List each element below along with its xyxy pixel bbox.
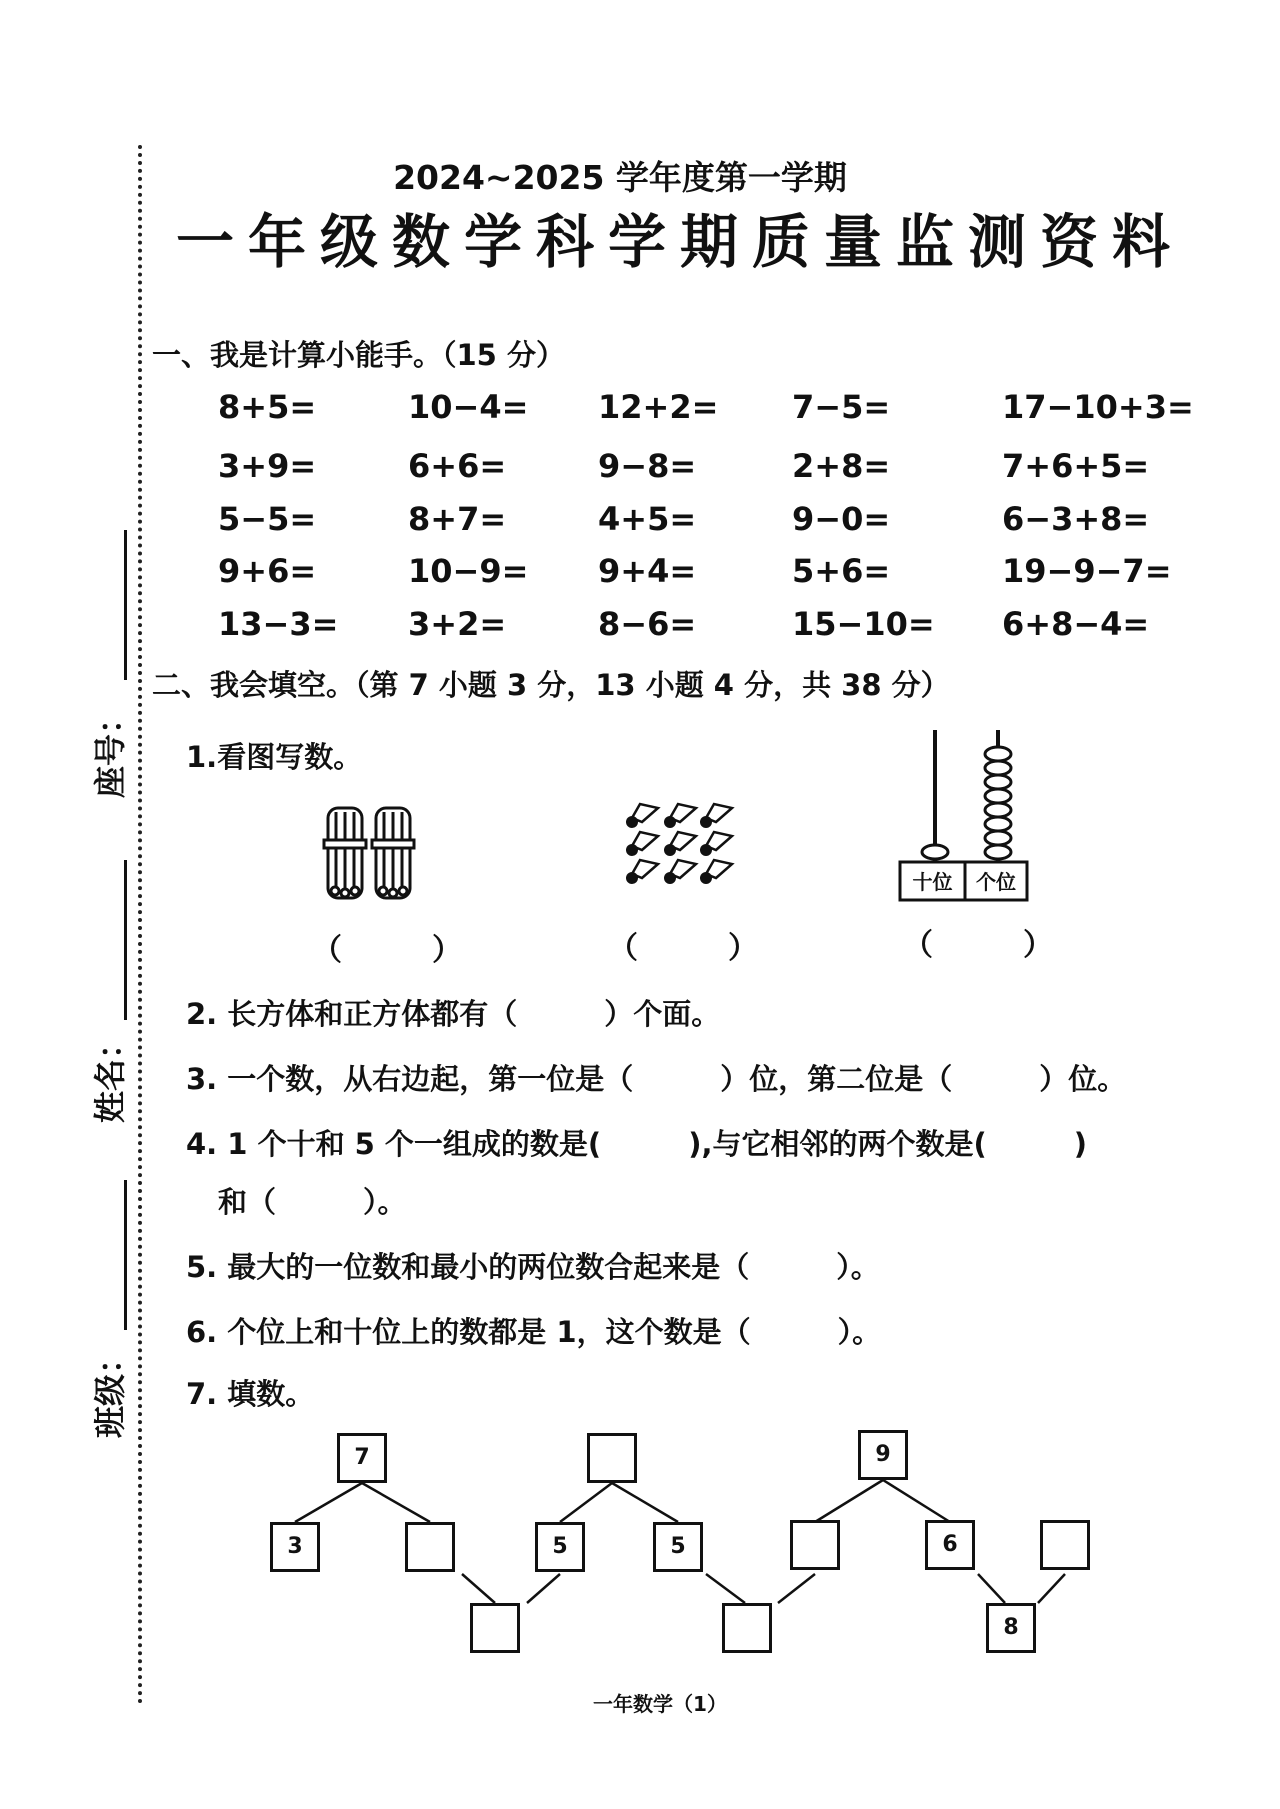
calc-problem[interactable]: 9+4= [598, 552, 697, 590]
shuttlecock-icon [626, 832, 658, 856]
q4-text: 4. 1 个十和 5 个一组成的数是( ),与它相邻的两个数是( ) [186, 1127, 1087, 1161]
answer-blank-sticks[interactable]: （ ） [312, 933, 462, 968]
tree-middle-box[interactable]: 5 [535, 1522, 585, 1572]
calc-problem[interactable]: 10−9= [408, 552, 529, 590]
calc-problem[interactable]: 2+8= [792, 447, 891, 485]
seat-label: 座号： [91, 701, 129, 798]
shuttlecock-icon [700, 804, 732, 828]
q3-text: 3. 一个数，从右边起，第一位是（ ）位，第二位是（ ）位。 [186, 1062, 1127, 1096]
q1-text: 1.看图写数。 [186, 740, 363, 774]
abacus-bead [985, 803, 1011, 817]
page-footer: 一年数学（1） [593, 1692, 727, 1716]
section1-heading: 一、我是计算小能手。（15 分） [152, 338, 565, 372]
tree-middle-box[interactable] [1040, 1520, 1090, 1570]
calc-problem[interactable]: 9+6= [218, 552, 317, 590]
calc-problem[interactable]: 8−6= [598, 605, 697, 643]
q6-text: 6. 个位上和十位上的数都是 1，这个数是（ ）。 [186, 1315, 882, 1349]
q4-continuation: 和（ ）。 [218, 1185, 407, 1219]
page-title: 一年级数学科学期质量监测资料 [175, 208, 1184, 276]
shuttlecock-icon [700, 832, 732, 856]
calc-problem[interactable]: 5+6= [792, 552, 891, 590]
tree-bottom-box[interactable] [470, 1603, 520, 1653]
calc-problem[interactable]: 6+8−4= [1002, 605, 1150, 643]
tree-middle-box[interactable]: 3 [270, 1522, 320, 1572]
calc-problem[interactable]: 12+2= [598, 388, 719, 426]
shuttlecock-icon [664, 804, 696, 828]
school-year: 2024~2025 学年度第一学期 [393, 158, 847, 197]
abacus-bead [985, 831, 1011, 845]
tree-middle-box[interactable] [790, 1520, 840, 1570]
shuttlecock-group-icon [626, 804, 732, 884]
answer-blank-abacus[interactable]: （ ） [903, 928, 1053, 963]
q7-text: 7. 填数。 [186, 1377, 315, 1411]
tree-top-box[interactable] [587, 1433, 637, 1483]
calc-problem[interactable]: 5−5= [218, 500, 317, 538]
q2-text: 2. 长方体和正方体都有（ ）个面。 [186, 997, 721, 1031]
calc-problem[interactable]: 10−4= [408, 388, 529, 426]
shuttlecock-icon [664, 860, 696, 884]
tree-middle-box[interactable]: 5 [653, 1522, 703, 1572]
abacus-bead [985, 747, 1011, 761]
tree-middle-box[interactable] [405, 1522, 455, 1572]
shuttlecock-icon [626, 804, 658, 828]
calc-problem[interactable]: 3+9= [218, 447, 317, 485]
tree-bottom-box[interactable] [722, 1603, 772, 1653]
calc-problem[interactable]: 17−10+3= [1002, 388, 1194, 426]
calc-problem[interactable]: 13−3= [218, 605, 339, 643]
answer-blank-shuttlecocks[interactable]: （ ） [608, 931, 758, 966]
calc-problem[interactable]: 19−9−7= [1002, 552, 1172, 590]
calc-problem[interactable]: 4+5= [598, 500, 697, 538]
calc-problem[interactable]: 3+2= [408, 605, 507, 643]
shuttlecock-icon [700, 860, 732, 884]
calc-problem[interactable]: 8+5= [218, 388, 317, 426]
abacus-ones-label: 个位 [976, 870, 1016, 894]
abacus-bead [985, 789, 1011, 803]
tree-top-box[interactable]: 7 [337, 1433, 387, 1483]
tree-bottom-box[interactable]: 8 [986, 1603, 1036, 1653]
shuttlecock-icon [626, 860, 658, 884]
abacus-bead [985, 817, 1011, 831]
name-label: 姓名： [91, 1026, 129, 1123]
calc-problem[interactable]: 8+7= [408, 500, 507, 538]
calc-problem[interactable]: 15−10= [792, 605, 935, 643]
tree-top-box[interactable]: 9 [858, 1430, 908, 1480]
abacus-bead [985, 845, 1011, 859]
calc-problem[interactable]: 6−3+8= [1002, 500, 1150, 538]
abacus-bead [922, 845, 948, 859]
class-label: 班级： [91, 1341, 129, 1438]
calc-problem[interactable]: 7+6+5= [1002, 447, 1150, 485]
abacus-bead [985, 775, 1011, 789]
calc-problem[interactable]: 7−5= [792, 388, 891, 426]
abacus-tens-label: 十位 [912, 870, 953, 894]
stick-bundle-icon [372, 808, 414, 898]
calc-problem[interactable]: 9−8= [598, 447, 697, 485]
calc-problem[interactable]: 6+6= [408, 447, 507, 485]
q5-text: 5. 最大的一位数和最小的两位数合起来是（ ）。 [186, 1250, 880, 1284]
abacus-bead [985, 761, 1011, 775]
tree-middle-box[interactable]: 6 [925, 1520, 975, 1570]
shuttlecock-icon [664, 832, 696, 856]
section2-heading: 二、我会填空。（第 7 小题 3 分，13 小题 4 分，共 38 分） [152, 668, 950, 702]
calc-problem[interactable]: 9−0= [792, 500, 891, 538]
stick-bundle-icon [324, 808, 366, 898]
